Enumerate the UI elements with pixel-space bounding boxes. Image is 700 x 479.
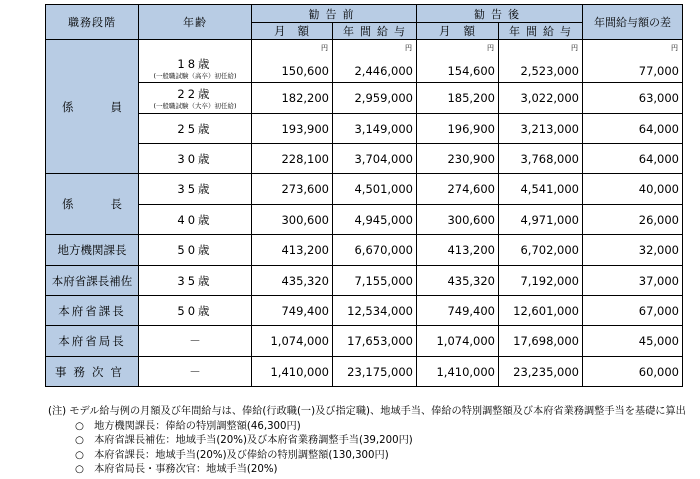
after-monthly: 230,900 bbox=[417, 144, 499, 174]
header-diff: 年間給与額の差 bbox=[583, 5, 683, 40]
label-char: 与 bbox=[560, 25, 572, 38]
before-annual: 23,175,000 bbox=[333, 357, 417, 387]
monthly-label bbox=[252, 23, 332, 39]
group-kakaricho bbox=[46, 174, 139, 235]
label-char: 月 bbox=[439, 24, 452, 38]
group-chiho-kacho: 地方機関課長 bbox=[46, 235, 139, 266]
before-monthly: 273,600 bbox=[252, 174, 333, 205]
diff: 45,000 bbox=[583, 326, 683, 357]
group-honsho-kyokucho: 本府省局長 bbox=[46, 326, 139, 357]
diff: 63,000 bbox=[583, 83, 683, 114]
table-row bbox=[46, 235, 683, 266]
after-monthly: 749,400 bbox=[417, 296, 499, 326]
age-cell: 35歳 bbox=[139, 174, 252, 205]
label-char: 間 bbox=[360, 25, 372, 38]
age-cell: 50歳 bbox=[139, 235, 252, 266]
label-char: 年 bbox=[509, 25, 521, 38]
label-char: 長 bbox=[110, 197, 122, 211]
before-monthly: 300,600 bbox=[252, 205, 333, 235]
after-annual: 4,971,000 bbox=[499, 205, 583, 235]
label-char: 係 bbox=[62, 197, 74, 211]
annual-label bbox=[499, 23, 582, 39]
annual-label bbox=[333, 23, 416, 39]
group-jimujikan: 事務次官 bbox=[46, 357, 139, 387]
label-char: 員 bbox=[110, 99, 122, 114]
before-monthly: 182,200 bbox=[252, 83, 333, 114]
label-char: 与 bbox=[394, 25, 406, 38]
after-annual: 円 2,523,000 bbox=[499, 40, 583, 83]
diff: 37,000 bbox=[583, 266, 683, 296]
header-before-annual bbox=[333, 23, 417, 40]
after-monthly: 185,200 bbox=[417, 83, 499, 114]
label-char: 間 bbox=[526, 25, 538, 38]
diff: 32,000 bbox=[583, 235, 683, 266]
before-monthly: 413,200 bbox=[252, 235, 333, 266]
before-annual: 6,670,000 bbox=[333, 235, 417, 266]
before-annual: 4,501,000 bbox=[333, 174, 417, 205]
header-before: 勧告前 bbox=[252, 5, 417, 23]
label-char: 額 bbox=[463, 24, 476, 38]
notes bbox=[48, 405, 686, 478]
before-monthly: 749,400 bbox=[252, 296, 333, 326]
label-char: 年 bbox=[343, 25, 355, 38]
label-char: 額 bbox=[297, 24, 310, 38]
before-annual: 7,155,000 bbox=[333, 266, 417, 296]
diff: 67,000 bbox=[583, 296, 683, 326]
before-annual: 4,945,000 bbox=[333, 205, 417, 235]
salary-table bbox=[45, 4, 683, 387]
note-item: ○ 本府省課長：地域手当(20%)及び俸給の特別調整額(130,300円) bbox=[75, 449, 389, 461]
diff: 26,000 bbox=[583, 205, 683, 235]
header-after-annual bbox=[499, 23, 583, 40]
after-annual: 3,022,000 bbox=[499, 83, 583, 114]
table-row bbox=[46, 296, 683, 326]
after-annual: 6,702,000 bbox=[499, 235, 583, 266]
before-monthly: 193,900 bbox=[252, 114, 333, 144]
after-monthly: 1,410,000 bbox=[417, 357, 499, 387]
after-annual: 3,213,000 bbox=[499, 114, 583, 144]
before-annual: 12,534,000 bbox=[333, 296, 417, 326]
age-cell: 40歳 bbox=[139, 205, 252, 235]
age-cell: 35歳 bbox=[139, 266, 252, 296]
after-monthly: 300,600 bbox=[417, 205, 499, 235]
diff: 円 77,000 bbox=[583, 40, 683, 83]
after-monthly: 1,074,000 bbox=[417, 326, 499, 357]
before-monthly: 228,100 bbox=[252, 144, 333, 174]
before-annual: 3,704,000 bbox=[333, 144, 417, 174]
label-char: 係 bbox=[62, 99, 74, 114]
after-annual: 23,235,000 bbox=[499, 357, 583, 387]
table-row bbox=[46, 174, 683, 205]
before-monthly: 435,320 bbox=[252, 266, 333, 296]
after-annual: 17,698,000 bbox=[499, 326, 583, 357]
note-item: ○ 本府省局長・事務次官：地域手当(20%) bbox=[75, 464, 278, 475]
age-cell: － bbox=[139, 357, 252, 387]
before-annual: 3,149,000 bbox=[333, 114, 417, 144]
before-annual: 円 2,446,000 bbox=[333, 40, 417, 83]
diff: 64,000 bbox=[583, 114, 683, 144]
diff: 40,000 bbox=[583, 174, 683, 205]
before-annual: 2,959,000 bbox=[333, 83, 417, 114]
after-annual: 4,541,000 bbox=[499, 174, 583, 205]
age-cell: － bbox=[139, 326, 252, 357]
age-cell: 22歳 (一般職試験（大卒）初任給) bbox=[139, 83, 252, 114]
header-before-monthly bbox=[252, 23, 333, 40]
header-stage: 職務段階 bbox=[46, 5, 139, 40]
age-cell: 25歳 bbox=[139, 114, 252, 144]
table-row bbox=[46, 266, 683, 296]
after-monthly: 413,200 bbox=[417, 235, 499, 266]
before-monthly: 円 150,600 bbox=[252, 40, 333, 83]
label-char: 給 bbox=[377, 25, 389, 38]
after-annual: 3,768,000 bbox=[499, 144, 583, 174]
header-row-1 bbox=[46, 5, 683, 23]
table-row bbox=[46, 326, 683, 357]
header-after: 勧告後 bbox=[417, 5, 583, 23]
after-monthly: 196,900 bbox=[417, 114, 499, 144]
after-monthly: 435,320 bbox=[417, 266, 499, 296]
after-monthly: 円 154,600 bbox=[417, 40, 499, 83]
label-char: 月 bbox=[274, 24, 287, 38]
note-item: ○ 本府省課長補佐：地域手当(20%)及び本府省業務調整手当(39,200円) bbox=[75, 435, 413, 446]
after-monthly: 274,600 bbox=[417, 174, 499, 205]
table-row bbox=[46, 357, 683, 387]
header-after-monthly bbox=[417, 23, 499, 40]
group-honsho-kacho: 本府省課長 bbox=[46, 296, 139, 326]
before-monthly: 1,410,000 bbox=[252, 357, 333, 387]
table-row bbox=[46, 114, 683, 144]
before-annual: 17,653,000 bbox=[333, 326, 417, 357]
diff: 64,000 bbox=[583, 144, 683, 174]
table-row bbox=[46, 83, 683, 114]
header-age: 年齢 bbox=[139, 5, 252, 40]
group-honsho-hosa: 本府省課長補佐 bbox=[46, 266, 139, 296]
label-char: 給 bbox=[543, 25, 555, 38]
before-monthly: 1,074,000 bbox=[252, 326, 333, 357]
age-cell: 30歳 bbox=[139, 144, 252, 174]
note-item: ○ 地方機関課長：俸給の特別調整額(46,300円) bbox=[75, 420, 301, 432]
after-annual: 7,192,000 bbox=[499, 266, 583, 296]
after-annual: 12,601,000 bbox=[499, 296, 583, 326]
diff: 60,000 bbox=[583, 357, 683, 387]
group-kakari bbox=[46, 40, 139, 174]
table-row bbox=[46, 40, 683, 83]
age-cell: 18歳 (一般職試験（高卒）初任給) bbox=[139, 40, 252, 83]
note-main: (注) モデル給与例の月額及び年間給与は、俸給(行政職(一)及び指定職)、地域手当、俸給の特別調整額及び本府省業務調整手当を基礎に算出 bbox=[48, 406, 686, 417]
table-row bbox=[46, 205, 683, 235]
table-row bbox=[46, 144, 683, 174]
age-cell: 50歳 bbox=[139, 296, 252, 326]
monthly-label bbox=[417, 23, 498, 39]
